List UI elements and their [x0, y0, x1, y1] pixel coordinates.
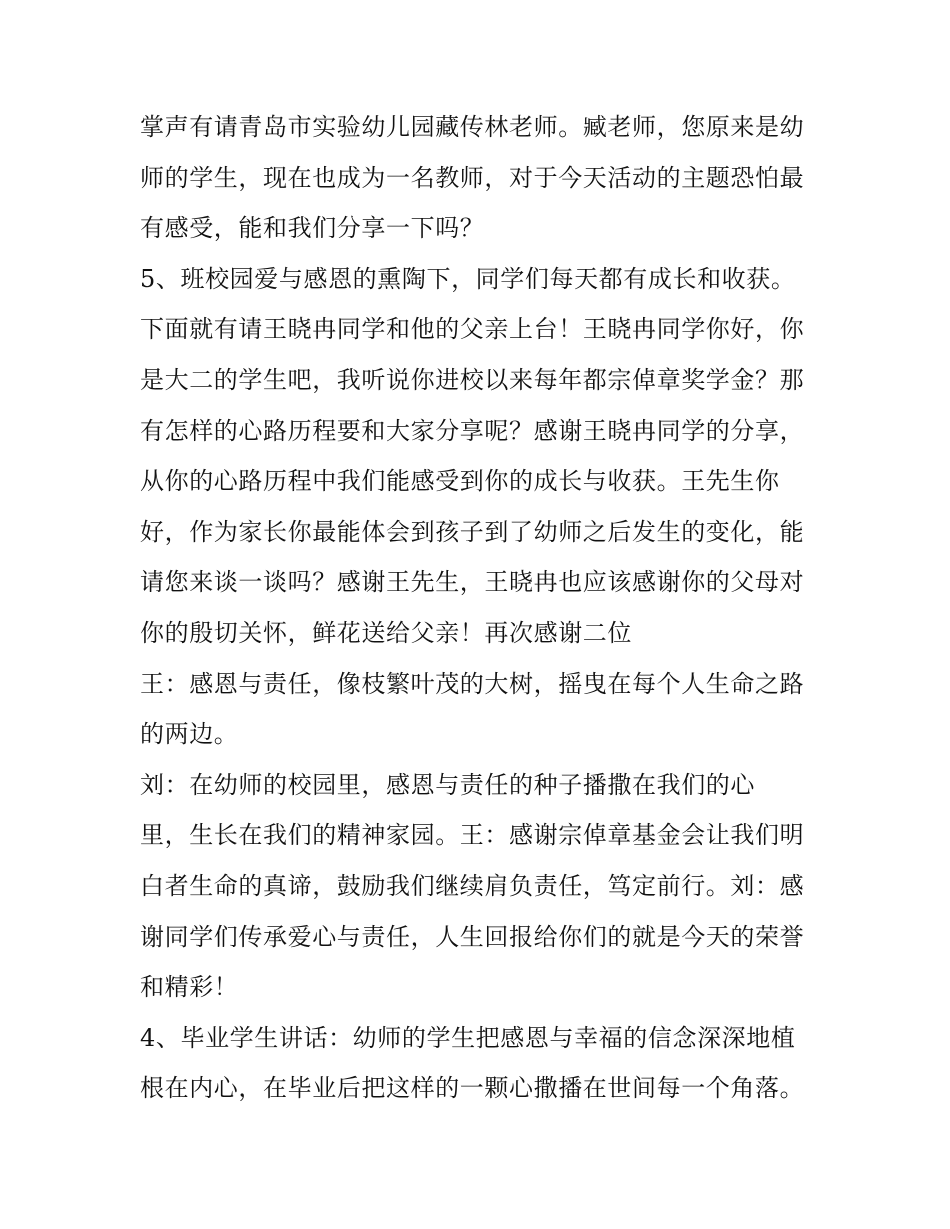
text-line: 根在内心，在毕业后把这样的一颗心撒播在世间每一个角落。	[140, 1074, 805, 1103]
text-line: 下面就有请王晓冉同学和他的父亲上台！王晓冉同学你好，你	[140, 315, 805, 344]
text-line: 有感受，能和我们分享一下吗？	[140, 214, 485, 243]
text-line: 有怎样的心路历程要和大家分享呢？感谢王晓冉同学的分享，	[140, 416, 805, 445]
text-line: 从你的心路历程中我们能感受到你的成长与收获。王先生你	[140, 467, 780, 496]
text-line: 刘：在幼师的校园里，感恩与责任的种子播撒在我们的心	[140, 770, 755, 799]
text-line: 谢同学们传承爱心与责任，人生回报给你们的就是今天的荣誉	[140, 922, 805, 951]
text-line: 4、毕业学生讲话：幼师的学生把感恩与幸福的信念深深地植	[140, 1023, 796, 1052]
text-line: 王：感恩与责任，像枝繁叶茂的大树，摇曳在每个人生命之路	[140, 669, 805, 698]
text-line: 和精彩！	[140, 973, 239, 1002]
text-line: 师的学生，现在也成为一名教师，对于今天活动的主题恐怕最	[140, 163, 805, 192]
text-line: 白者生命的真谛，鼓励我们继续肩负责任，笃定前行。刘：感	[140, 871, 805, 900]
text-line: 里，生长在我们的精神家园。王：感谢宗倬章基金会让我们明	[140, 821, 805, 850]
text-line: 好，作为家长你最能体会到孩子到了幼师之后发生的变化，能	[140, 517, 805, 546]
document-body	[140, 102, 820, 1114]
text-line: 是大二的学生吧，我听说你进校以来每年都宗倬章奖学金？那	[140, 365, 805, 394]
text-line: 5、班校园爱与感恩的熏陶下，同学们每天都有成长和收获。	[140, 264, 796, 293]
text-line: 请您来谈一谈吗？感谢王先生，王晓冉也应该感谢你的父母对	[140, 568, 805, 597]
text-line: 的两边。	[140, 720, 239, 749]
text-line: 你的殷切关怀，鲜花送给父亲！再次感谢二位	[140, 618, 632, 647]
text-line: 掌声有请青岛市实验幼儿园藏传林老师。臧老师，您原来是幼	[140, 113, 805, 141]
